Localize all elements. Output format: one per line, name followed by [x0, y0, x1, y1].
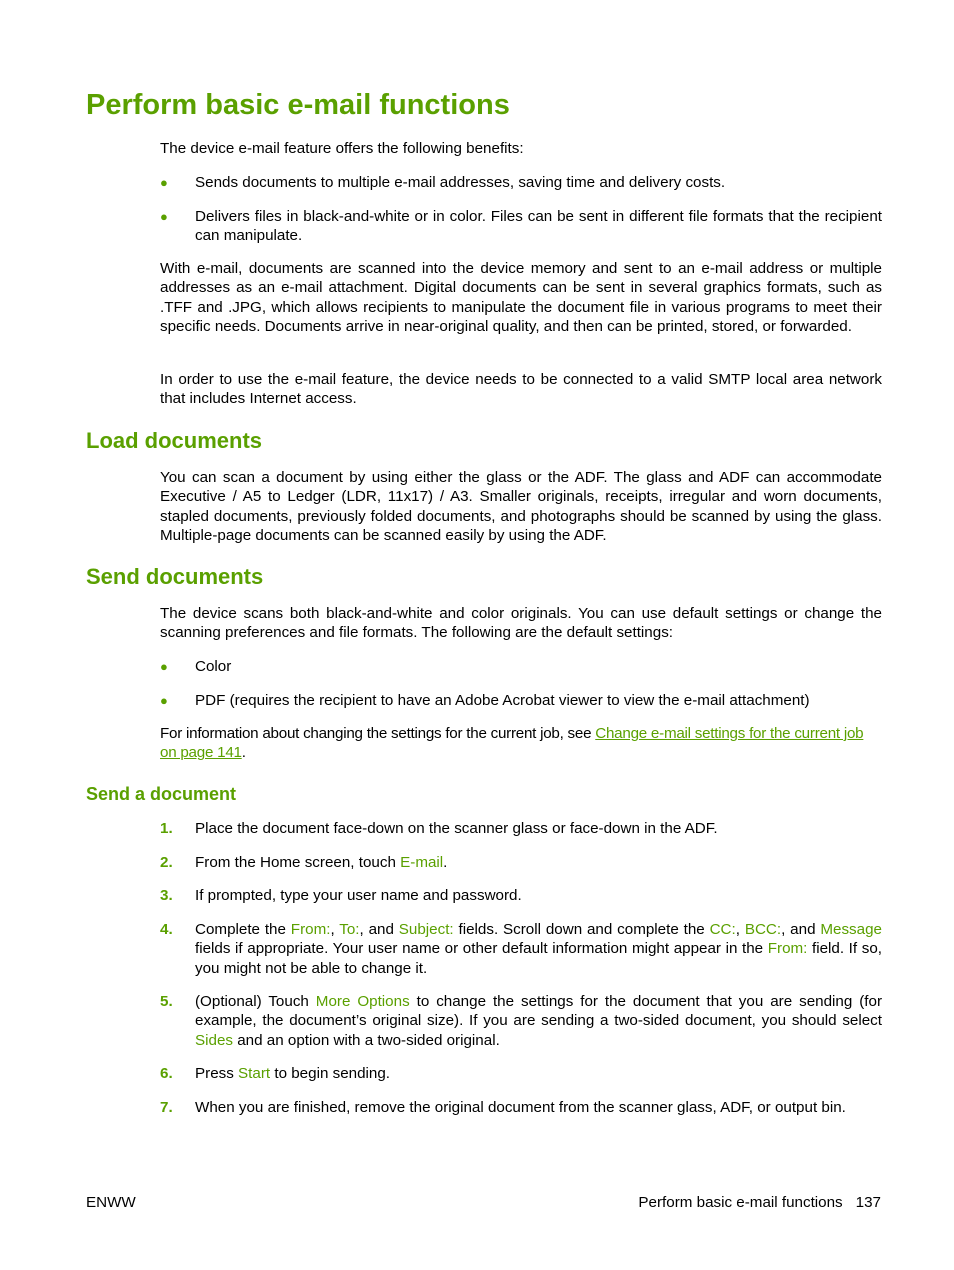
ui-term-more-options: More Options	[315, 993, 410, 1010]
section-heading-load: Load documents	[86, 428, 263, 453]
intro-text: The device e-mail feature offers the following benefits:	[160, 140, 524, 157]
paragraph: With e-mail, documents are scanned into the device memory and sent to an e-mail address or multiple addresses as an e-mail attachment. Digital documents can be sent in several graphics formats, such as .TFF and .JPG, which allows recipients to manipulate the document file in various programs to meet their specific needs. Documents arrive in near-original quality, and then can be printed, stored, or forwarded.	[160, 260, 882, 336]
default-setting-text: PDF (requires the recipient to have an Adobe Acrobat viewer to view the e-mail attachment)	[195, 692, 810, 709]
step-number: 5.	[160, 993, 173, 1010]
ui-term-cc: CC:	[709, 921, 736, 938]
paragraph: The device scans both black-and-white and color originals. You can use default settings or change the scanning preferences and file formats. The following are the default settings:	[160, 605, 882, 642]
footer-left: ENWW	[86, 1194, 136, 1211]
bullet-icon: ●	[160, 693, 168, 708]
info-paragraph	[160, 724, 882, 763]
page-title: Perform basic e-mail functions	[86, 89, 510, 121]
subsection-heading: Send a document	[86, 784, 237, 804]
footer-right	[638, 1193, 881, 1212]
paragraph: In order to use the e-mail feature, the device needs to be connected to a valid SMTP local area network that includes Internet access.	[160, 371, 882, 408]
step-text: When you are finished, remove the original document from the scanner glass, ADF, or output bin.	[195, 1099, 846, 1116]
ui-term-from: From:	[767, 940, 808, 958]
ui-term-bcc: BCC:	[744, 921, 782, 938]
ui-term-message: Message	[820, 921, 882, 938]
step-number: 7.	[160, 1099, 173, 1116]
bullet-icon: ●	[160, 659, 168, 674]
benefit-text: Delivers files in black-and-white or in color. Files can be sent in different file formats that the recipient can manipulate.	[195, 208, 882, 245]
step-text: Complete the From:, To:, and Subject: fields. Scroll down and complete the CC:, BCC:, and Message fields if appropriate. Your user name or other default information might appear in the From: field. If so, you might not be able to change it.	[195, 921, 882, 977]
step-number: 4.	[160, 921, 173, 938]
benefit-text: Sends documents to multiple e-mail addresses, saving time and delivery costs.	[195, 174, 726, 191]
ui-term-sides: Sides	[195, 1031, 233, 1049]
step-text: From the Home screen, touch E-mail.	[195, 854, 448, 871]
default-setting-text: Color	[195, 658, 232, 675]
info-text: For information about changing the settings for the current job, see	[160, 725, 596, 742]
ui-term-start: Start	[238, 1065, 271, 1082]
paragraph: You can scan a document by using either the glass or the ADF. The glass and ADF can accommodate Executive / A5 to Ledger (LDR, 11x17) / A3. Smaller originals, receipts, irregular and worn documents, stapled documents, previously folded documents, and photographs should be scanned by using the glass. Multiple-page documents can be scanned easily by using the ADF.	[160, 469, 882, 545]
step-text: Press Start to begin sending.	[195, 1065, 391, 1082]
step-text: (Optional) Touch More Options to change the settings for the document that you are sending (for example, the document’s original size). If you are sending a two-sided document, you should select Sides and an option with a two-sided original.	[195, 993, 883, 1049]
footer-title: Perform basic e-mail functions	[638, 1194, 843, 1211]
bullet-icon: ●	[160, 209, 168, 224]
step-text: If prompted, type your user name and password.	[195, 887, 522, 904]
step-number: 3.	[160, 887, 173, 904]
section-heading-send: Send documents	[86, 564, 264, 589]
step-number: 6.	[160, 1065, 173, 1082]
step-number: 2.	[160, 854, 173, 871]
settings-link[interactable]: Change e-mail settings for the current job on page 141	[160, 725, 864, 762]
ui-term-from: From:	[290, 921, 331, 938]
page-number: 137	[855, 1194, 881, 1211]
step-text: Place the document face-down on the scanner glass or face-down in the ADF.	[195, 820, 718, 837]
step-number: 1.	[160, 820, 173, 837]
ui-term-email: E-mail	[400, 854, 444, 871]
bullet-icon: ●	[160, 175, 168, 190]
info-text-end: .	[241, 744, 246, 762]
ui-term-to: To:	[339, 921, 360, 938]
ui-term-subject: Subject:	[398, 921, 454, 938]
